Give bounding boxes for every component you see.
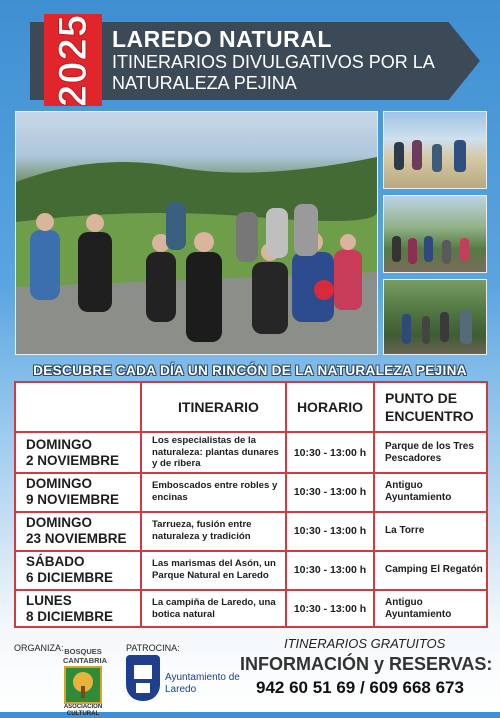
ayuntamiento-logo-text: Ayuntamiento de Laredo bbox=[165, 672, 240, 695]
tagline: DESCUBRE CADA DÍA UN RINCÓN DE LA NATURALEZA PEJINA bbox=[33, 363, 467, 378]
row-time: 10:30 - 13:00 h bbox=[285, 511, 373, 550]
row-time: 10:30 - 13:00 h bbox=[285, 550, 373, 589]
row-itinerary: Las marismas del Asón, un Parque Natural en Laredo bbox=[140, 550, 285, 589]
row-date: SÁBADO 6 DICIEMBRE bbox=[26, 553, 114, 585]
main-group-photo bbox=[15, 111, 378, 355]
table-row bbox=[16, 433, 486, 474]
row-place: La Torre bbox=[373, 511, 486, 550]
row-date: DOMINGO 2 NOVIEMBRE bbox=[26, 436, 120, 468]
free-itineraries-text: ITINERARIOS GRATUITOS bbox=[284, 636, 446, 651]
row-itinerary: La campiña de Laredo, una botica natural bbox=[140, 589, 285, 628]
table-header bbox=[16, 383, 486, 433]
row-place: Antiguo Ayuntamiento bbox=[373, 472, 486, 511]
table-row bbox=[16, 550, 486, 591]
row-place: Camping El Regatón bbox=[373, 550, 486, 589]
row-time: 10:30 - 13:00 h bbox=[285, 589, 373, 628]
page-title: LAREDO NATURAL bbox=[112, 26, 332, 52]
forest-group-photo bbox=[383, 195, 487, 273]
phone-numbers: 942 60 51 69 / 609 668 673 bbox=[256, 678, 464, 697]
bosques-logo-bottom-text: ASOCIACIÓN CULTURAL bbox=[63, 704, 103, 717]
year-badge bbox=[44, 14, 102, 106]
beach-group-photo bbox=[383, 111, 487, 189]
row-time: 10:30 - 13:00 h bbox=[285, 472, 373, 511]
row-itinerary: Los especialistas de la naturaleza: plantas dunares y de ribera bbox=[140, 433, 285, 472]
row-time: 10:30 - 13:00 h bbox=[285, 433, 373, 472]
row-itinerary: Emboscados entre robles y encinas bbox=[140, 472, 285, 511]
row-itinerary: Tarrueza, fusión entre naturaleza y tradición bbox=[140, 511, 285, 550]
header-time: HORARIO bbox=[285, 383, 373, 431]
patrocina-label: PATROCINA: bbox=[126, 643, 180, 653]
header-day bbox=[16, 383, 140, 431]
row-date: DOMINGO 23 NOVIEMBRE bbox=[26, 514, 127, 546]
bosques-cantabria-logo bbox=[63, 647, 108, 717]
hikers-illustration bbox=[16, 112, 377, 354]
row-date: DOMINGO 9 NOVIEMBRE bbox=[26, 475, 120, 507]
header-itinerary: ITINERARIO bbox=[140, 383, 285, 431]
woods-path-photo bbox=[383, 279, 487, 355]
schedule-table bbox=[14, 381, 488, 628]
row-place: Antiguo Ayuntamiento bbox=[373, 589, 486, 628]
header-meeting-point: PUNTO DE ENCUENTRO bbox=[373, 383, 486, 431]
page-subtitle: ITINERARIOS DIVULGATIVOS POR LA NATURALEZA PEJINA bbox=[112, 52, 434, 93]
table-row bbox=[16, 589, 486, 628]
row-date: LUNES 8 DICIEMBRE bbox=[26, 592, 114, 624]
info-reservations-text: INFORMACIÓN y RESERVAS: bbox=[240, 654, 493, 674]
table-row bbox=[16, 472, 486, 513]
table-row bbox=[16, 511, 486, 552]
year-text: 2025 bbox=[50, 13, 95, 107]
bosques-logo-top-text: BOSQUES CANTABRIA bbox=[63, 647, 108, 665]
row-place: Parque de los Tres Pescadores bbox=[373, 433, 486, 472]
organiza-label: ORGANIZA: bbox=[14, 643, 64, 653]
tree-icon bbox=[64, 666, 102, 704]
ayuntamiento-shield-icon bbox=[126, 655, 160, 701]
